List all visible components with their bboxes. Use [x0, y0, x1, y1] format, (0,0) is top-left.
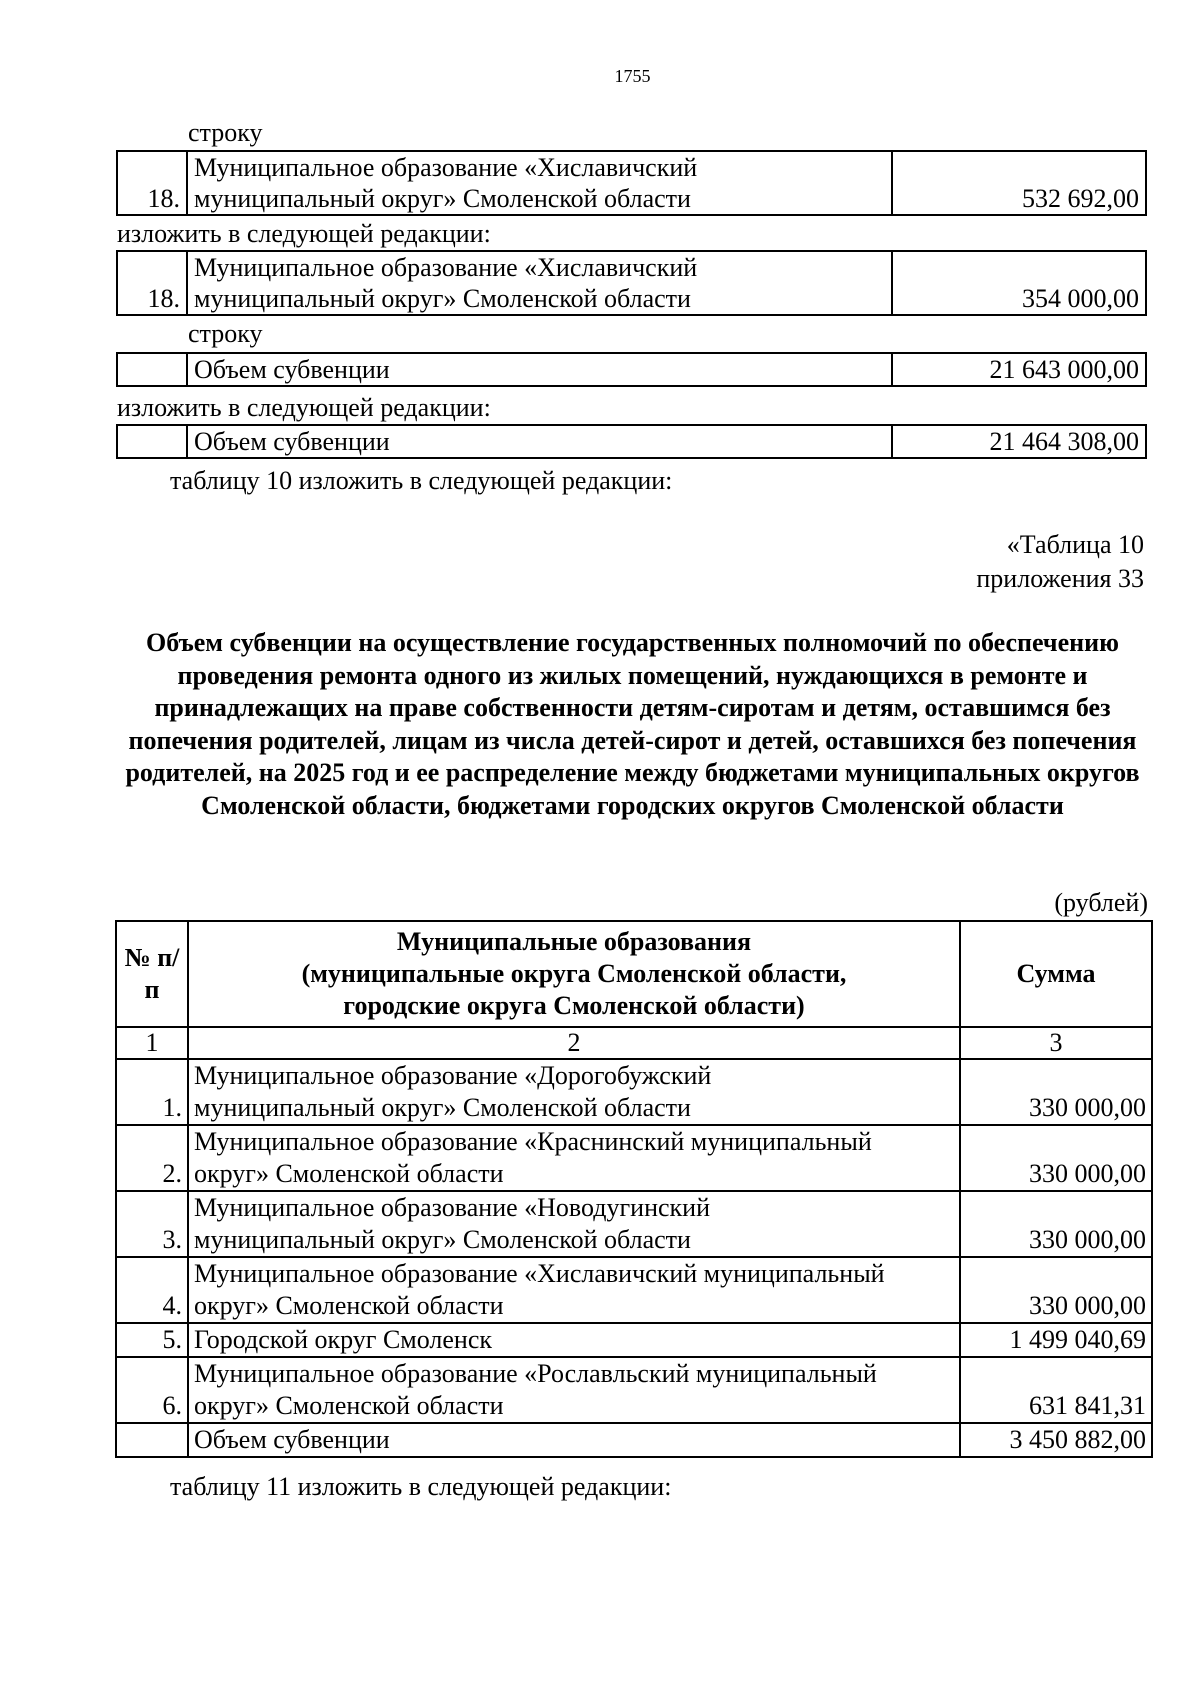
row-number: 4.: [116, 1257, 188, 1323]
amendment-label-row: строку: [188, 319, 263, 348]
table-row: [116, 1323, 1152, 1357]
row-sum: 330 000,00: [960, 1257, 1152, 1323]
index-cell: 2: [188, 1027, 960, 1059]
row-number: 3.: [116, 1191, 188, 1257]
row-number: 2.: [116, 1125, 188, 1191]
document-title: Объем субвенции на осуществление государственных полномочий по обеспечению проведения ремонта одного из жилых помещений, нуждающихся в ремонте и принадлежащих на праве собственности детям-сиротам и детям, оставшимся без попечения родителей, лицам из числа детей-сирот и детей, оставшихся без попечения родителей, на 2025 год и ее распределение между бюджетами муниципальных округов Смоленской области, бюджетами городских округов Смоленской области: [125, 628, 1140, 820]
row-name: [187, 151, 892, 215]
row-sum: 330 000,00: [960, 1191, 1152, 1257]
row-name-line: округ» Смоленской области: [194, 1159, 504, 1188]
table11-intro: таблицу 11 изложить в следующей редакции:: [170, 1472, 672, 1501]
table-header-row: [116, 921, 1152, 1027]
row-name-line: Муниципальное образование «Хиславичский муниципальный: [194, 1259, 885, 1288]
amendment-label-edit: изложить в следующей редакции:: [117, 219, 491, 248]
table-caption-line: «Таблица 10: [1006, 530, 1144, 559]
table-row: [117, 353, 1146, 386]
row-sum: 631 841,31: [960, 1357, 1152, 1423]
row-name-line: муниципальный округ» Смоленской области: [194, 284, 691, 313]
row-name: [188, 1059, 960, 1125]
row-name-line: Муниципальное образование «Краснинский муниципальный: [194, 1127, 872, 1156]
row-number: [117, 425, 187, 458]
table-row: [116, 1357, 1152, 1423]
row-name: Объем субвенции: [187, 353, 892, 386]
row-sum: 1 499 040,69: [960, 1323, 1152, 1357]
row-sum: 21 464 308,00: [892, 425, 1146, 458]
table-row: [117, 425, 1146, 458]
index-cell: 1: [116, 1027, 188, 1059]
amendment-table-before: [116, 352, 1147, 387]
page-number: 1755: [614, 66, 651, 86]
row-name-line: Муниципальное образование «Хиславичский: [194, 253, 698, 282]
table-index-row: [116, 1027, 1152, 1059]
row-sum: 21 643 000,00: [892, 353, 1146, 386]
header-name-line: Муниципальные образования: [396, 927, 752, 956]
table-row: [117, 151, 1146, 215]
row-number: 18.: [117, 151, 187, 215]
units-label: (рублей): [1054, 888, 1148, 917]
row-name-line: муниципальный округ» Смоленской области: [194, 1225, 691, 1254]
row-number-empty: [116, 1423, 188, 1457]
row-name-line: округ» Смоленской области: [194, 1291, 504, 1320]
total-sum: 3 450 882,00: [960, 1423, 1152, 1457]
row-number: 1.: [116, 1059, 188, 1125]
row-name: [187, 251, 892, 315]
row-name-line: Муниципальное образование «Новодугинский: [194, 1193, 710, 1222]
row-name-line: муниципальный округ» Смоленской области: [194, 184, 691, 213]
row-number: 5.: [116, 1323, 188, 1357]
table-row: [117, 251, 1146, 315]
row-name: [188, 1125, 960, 1191]
row-name-line: Муниципальное образование «Хиславичский: [194, 153, 698, 182]
row-sum: 330 000,00: [960, 1059, 1152, 1125]
table-row: [116, 1125, 1152, 1191]
total-label: Объем субвенции: [188, 1423, 960, 1457]
table-total-row: [116, 1423, 1152, 1457]
amendment-label-row: строку: [188, 118, 263, 147]
row-number: 6.: [116, 1357, 188, 1423]
header-sum: Сумма: [960, 921, 1152, 1027]
header-num: № п/п: [116, 921, 188, 1027]
row-name: Городской округ Смоленск: [188, 1323, 960, 1357]
row-name-line: Муниципальное образование «Рославльский муниципальный: [194, 1359, 877, 1388]
table-caption: [976, 528, 1144, 596]
row-sum: 330 000,00: [960, 1125, 1152, 1191]
row-name: [188, 1357, 960, 1423]
row-sum: 532 692,00: [892, 151, 1146, 215]
row-number: [117, 353, 187, 386]
header-name-line: (муниципальные округа Смоленской области,: [301, 959, 847, 988]
row-name-line: муниципальный округ» Смоленской области: [194, 1093, 691, 1122]
table-row: [116, 1191, 1152, 1257]
table-caption-line: приложения 33: [976, 564, 1144, 593]
table-row: [116, 1257, 1152, 1323]
amendment-label-edit: изложить в следующей редакции:: [117, 393, 491, 422]
amendment-table-after: [116, 250, 1147, 316]
subvention-table: [115, 920, 1153, 1458]
header-name-line: городские округа Смоленской области): [343, 991, 805, 1020]
row-number: 18.: [117, 251, 187, 315]
row-name-line: Муниципальное образование «Дорогобужский: [194, 1061, 712, 1090]
amendment-table-before: [116, 150, 1147, 216]
table10-intro: таблицу 10 изложить в следующей редакции:: [170, 466, 673, 495]
row-name: [188, 1191, 960, 1257]
row-sum: 354 000,00: [892, 251, 1146, 315]
index-cell: 3: [960, 1027, 1152, 1059]
header-name: [188, 921, 960, 1027]
row-name: [188, 1257, 960, 1323]
row-name-line: округ» Смоленской области: [194, 1391, 504, 1420]
amendment-table-after: [116, 424, 1147, 459]
table-row: [116, 1059, 1152, 1125]
row-name: Объем субвенции: [187, 425, 892, 458]
